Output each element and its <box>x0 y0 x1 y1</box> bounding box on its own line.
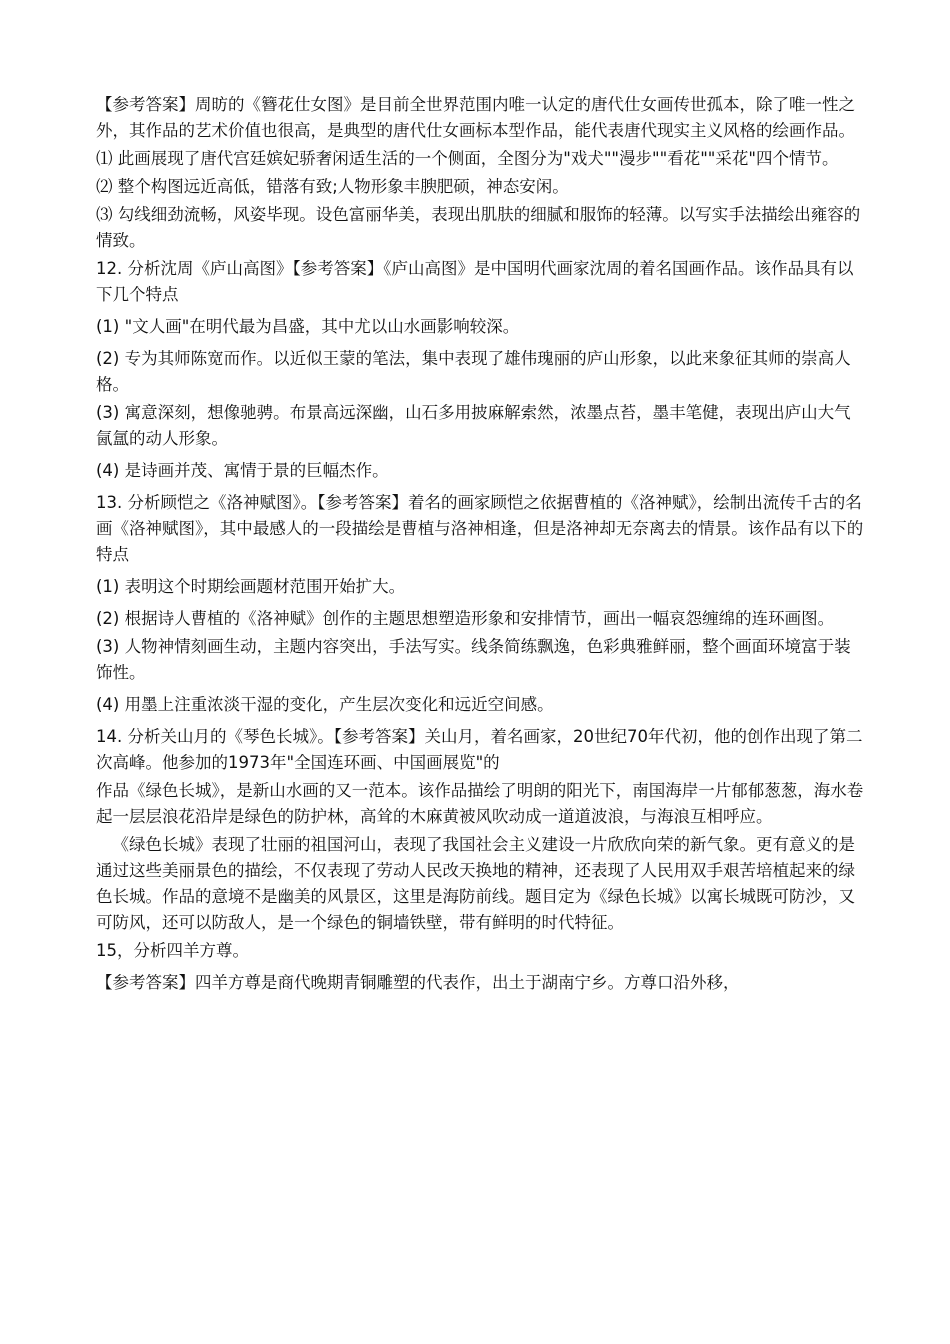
answer-paragraph-lvse-1: 作品《绿色长城》，是新山水画的又一范本。该作品描绘了明朗的阳光下，南国海岸一片郁郁葱葱，海水卷起一层层浪花沿岸是绿色的防护林，高耸的木麻黄被风吹动成一道道波浪，与海浪互相呼应。 <box>96 781 864 826</box>
point-3-zanhua: ⑶ 勾线细劲流畅，风姿毕现。设色富丽华美，表现出肌肤的细腻和服饰的轻薄。以写实手法描绘出雍容的情致。 <box>96 205 861 250</box>
question-12: 12. 分析沈周《庐山高图》【参考答案】《庐山高图》是中国明代画家沈周的着名国画作品。该作品具有以下几个特点 <box>96 259 854 304</box>
answer-paragraph-lvse-2: 《绿色长城》表现了壮丽的祖国河山，表现了我国社会主义建设一片欣欣向荣的新气象。更有意义的是通过这些美丽景色的描绘，不仅表现了劳动人民改天换地的精神，还表现了人民用双手艰苦培植起来的绿色长城。作品的意境不是幽美的风景区，这里是海防前线。题目定为《绿色长城》以寓长城既可防沙，又可防风，还可以防敌人，是一个绿色的铜墙铁壁，带有鲜明的时代特征。 <box>96 835 855 932</box>
question-14: 14. 分析关山月的《琴色长城》。【参考答案】关山月，着名画家，20世纪70年代初，他的创作出现了第二次高峰。他参加的1973年"全国连环画、中国画展览"的 <box>96 727 863 772</box>
point-4-lushan: (4) 是诗画并茂、寓情于景的巨幅杰作。 <box>96 461 389 480</box>
question-15: 15，分析四羊方尊。 <box>96 941 249 960</box>
point-2-lushan: (2) 专为其师陈宽而作。以近似王蒙的笔法，集中表现了雄伟瑰丽的庐山形象，以此来象征其师的崇高人格。 <box>96 349 851 394</box>
point-3-lushan: (3) 寓意深刻，想像驰骋。布景高远深幽，山石多用披麻解索然，浓墨点苔，墨丰笔健，表现出庐山大气氤氲的动人形象。 <box>96 403 851 448</box>
answer-paragraph-siyang: 【参考答案】四羊方尊是商代晚期青铜雕塑的代表作，出土于湖南宁乡。方尊口沿外移， <box>96 973 740 992</box>
point-3-luoshen: (3) 人物神情刻画生动，主题内容突出，手法写实。线条简练飘逸，色彩典雅鲜丽，整个画面环境富于装饰性。 <box>96 637 851 682</box>
question-13: 13. 分析顾恺之《洛神赋图》。【参考答案】着名的画家顾恺之依据曹植的《洛神赋》，绘制出流传千古的名画《洛神赋图》，其中最感人的一段描绘是曹植与洛神相逢，但是洛神却无奈离去的情景。该作品有以下的特点 <box>96 493 864 564</box>
answer-paragraph-zanhua: 【参考答案】周昉的《簪花仕女图》是目前全世界范围内唯一认定的唐代仕女画传世孤本，除了唯一性之外，其作品的艺术价值也很高，是典型的唐代仕女画标本型作品，能代表唐代现实主义风格的绘画作品。 <box>96 95 855 140</box>
point-1-zanhua: ⑴ 此画展现了唐代宫廷嫔妃骄奢闲适生活的一个侧面，全图分为"戏犬""漫步""看花""采花"四个情节。 <box>96 149 839 168</box>
point-1-luoshen: (1) 表明这个时期绘画题材范围开始扩大。 <box>96 577 406 596</box>
document-body <box>96 92 866 998</box>
point-4-luoshen: (4) 用墨上注重浓淡干湿的变化，产生层次变化和远近空间感。 <box>96 695 554 714</box>
point-1-lushan: (1) "文人画"在明代最为昌盛，其中尤以山水画影响较深。 <box>96 317 520 336</box>
point-2-luoshen: (2) 根据诗人曹植的《洛神赋》创作的主题思想塑造形象和安排情节，画出一幅哀怨缠绵的连环画图。 <box>96 609 835 628</box>
point-2-zanhua: ⑵ 整个构图远近高低，错落有致;人物形象丰腴肥硕，神态安闲。 <box>96 177 569 196</box>
